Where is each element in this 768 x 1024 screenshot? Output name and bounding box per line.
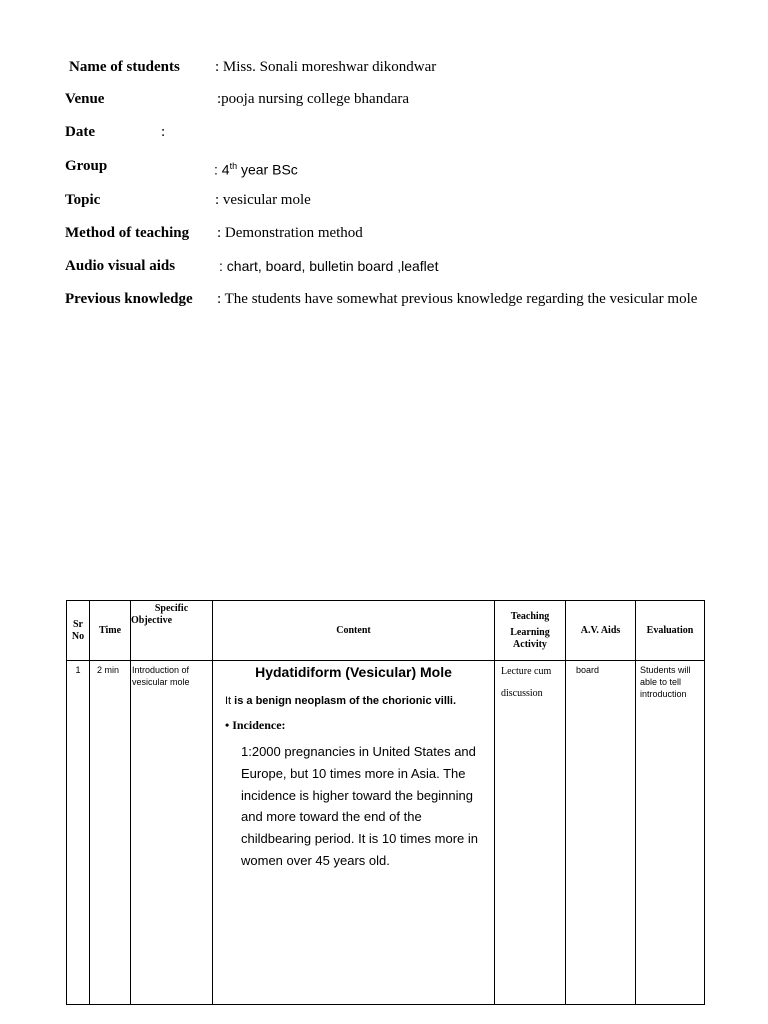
av-aids-value: : chart, board, bulletin board ,leaflet	[219, 258, 439, 274]
group-value	[214, 157, 298, 179]
group-value-prefix: : 4	[214, 161, 230, 178]
header-evaluation: Evaluation	[636, 601, 705, 661]
method-label: Method of teaching	[65, 225, 190, 241]
lesson-plan-table	[66, 600, 705, 1005]
previous-label: Previous knowledge	[65, 291, 193, 307]
content-definition-text: is a benign neoplasm of the chorionic villi.	[234, 695, 457, 707]
header-time: Time	[90, 601, 131, 661]
av-aids-label: Audio visual aids	[65, 258, 176, 274]
header-av-aids: A.V. Aids	[566, 601, 636, 661]
method-value: : Demonstration method	[217, 225, 363, 241]
header-activity-line1: Teaching	[510, 610, 550, 622]
cell-av: board	[566, 661, 636, 1005]
header-sr-line1: Sr	[73, 618, 83, 630]
date-value: :	[161, 124, 166, 140]
header-objective-line1: Specific	[154, 603, 189, 614]
content-title: Hydatidiform (Vesicular) Mole	[255, 664, 452, 680]
content-definition	[225, 695, 494, 707]
header-sr-line2: No	[71, 630, 85, 642]
header-activity-line2: Learning	[510, 626, 550, 638]
cell-activity: Lecture cum discussion	[495, 661, 566, 1005]
name-label: Name of students	[69, 59, 180, 75]
topic-label: Topic	[65, 192, 101, 208]
header-objective-line2: Objective	[131, 615, 173, 626]
table-row	[67, 661, 705, 1005]
header-content: Content	[213, 601, 495, 661]
cell-evaluation: Students will able to tell introduction	[636, 661, 705, 1005]
name-value: : Miss. Sonali moreshwar dikondwar	[215, 59, 437, 75]
cell-sr: 1	[67, 661, 90, 1005]
topic-value: : vesicular mole	[215, 192, 311, 208]
cell-objective: Introduction of vesicular mole	[131, 661, 213, 1005]
venue-value: :pooja nursing college bhandara	[217, 91, 410, 107]
table-header-row	[67, 601, 705, 661]
header-objective	[131, 601, 213, 661]
previous-value: : The students have somewhat previous knowledge regarding the vesicular mole	[217, 291, 698, 307]
group-value-suffix: year BSc	[237, 161, 298, 178]
content-incidence-text: 1:2000 pregnancies in United States and Europe, but 10 times more in Asia. The incidence is higher toward the beginning and more toward the end of the childbearing period. It is 10 times more in women over 45 years old.	[241, 744, 479, 868]
venue-label: Venue	[65, 91, 105, 107]
date-label: Date	[65, 124, 95, 140]
group-value-sup: th	[229, 161, 238, 171]
group-label: Group	[65, 158, 108, 174]
cell-content	[213, 661, 495, 1005]
content-incidence-label: • Incidence:	[225, 718, 286, 732]
header-activity	[495, 601, 566, 661]
cell-time: 2 min	[90, 661, 131, 1005]
content-definition-lead: It	[225, 695, 235, 707]
header-sr-no	[67, 601, 90, 661]
header-activity-line3: Activity	[513, 638, 547, 650]
